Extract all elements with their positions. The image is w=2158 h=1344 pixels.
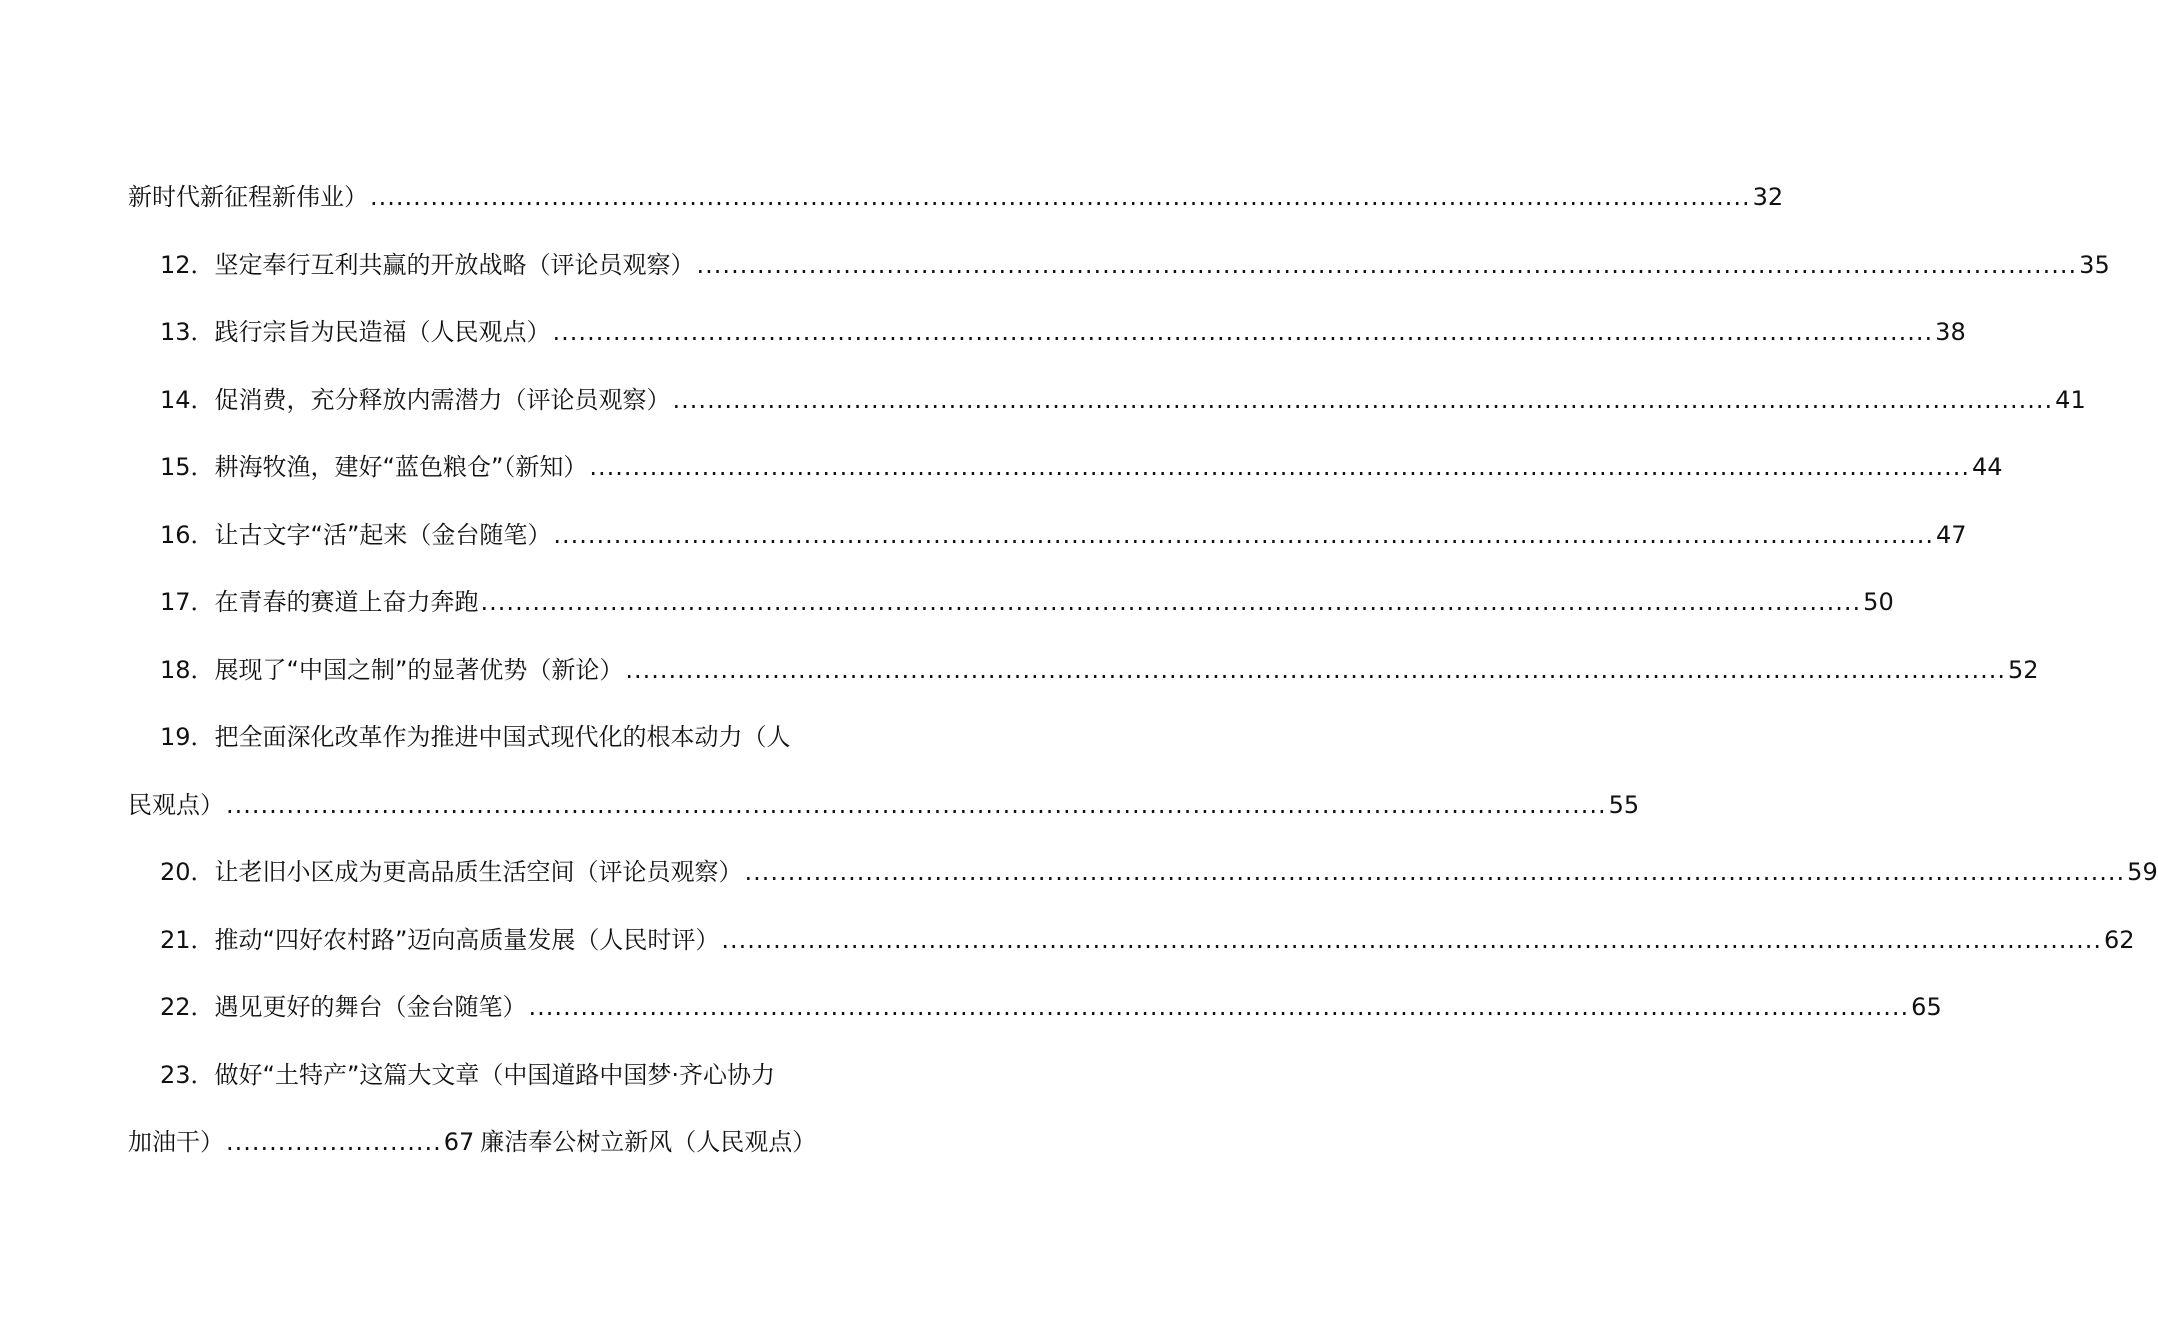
toc-leader-dots: ................................................................................................................................................................	[480, 588, 1862, 616]
toc-entry[interactable]	[128, 442, 2003, 510]
toc-entry-title: 新时代新征程新伟业）	[128, 183, 368, 211]
toc-page-number: 55	[1608, 790, 1640, 819]
toc-entry-title: 15．耕海牧渔，建好“蓝色粮仓”（新知）	[160, 453, 588, 481]
toc-entry-title: 14．促消费，充分释放内需潜力（评论员观察）	[160, 385, 671, 414]
toc-entry[interactable]	[128, 510, 1967, 578]
toc-page-number: 67	[443, 1128, 475, 1156]
toc-entry[interactable]	[128, 1117, 832, 1185]
toc-entry-title: 19．把全面深化改革作为推进中国式现代化的根本动力（人	[160, 723, 791, 751]
toc-page-number: 44	[1972, 453, 2003, 481]
toc-leader-dots: ................................................................................................................................................................	[553, 520, 1935, 549]
toc-entry-title: 12．坚定奉行互利共赢的开放战略（评论员观察）	[160, 250, 695, 279]
toc-page-number: 52	[2008, 655, 2039, 684]
toc-entry[interactable]	[128, 915, 2135, 983]
toc-entry[interactable]	[128, 577, 1894, 645]
toc-entry-title: 民观点）	[128, 790, 224, 819]
toc-entry-title: 16．让古文字“活”起来（金台随笔）	[160, 520, 552, 549]
toc-entry-title: 17．在青春的赛道上奋力奔跑	[160, 588, 479, 616]
toc-entry[interactable]	[128, 847, 2158, 915]
toc-entry-title: 22．遇见更好的舞台（金台随笔）	[160, 993, 527, 1021]
toc-entry[interactable]	[128, 172, 1784, 240]
toc-entry-title: 21．推动“四好农村路”迈向高质量发展（人民时评）	[160, 925, 720, 954]
toc-entry[interactable]	[128, 240, 2110, 308]
toc-leader-dots: ................................................................................................................................................................	[744, 858, 2126, 886]
toc-entry-title: 加油干）	[128, 1128, 224, 1156]
toc-page-number: 41	[2055, 385, 2086, 414]
toc-leader-dots: .........................	[226, 1128, 442, 1156]
toc-entry-title: 13．践行宗旨为民造福（人民观点）	[160, 318, 551, 346]
toc-leader-dots: ................................................................................................................................................................	[672, 385, 2054, 414]
toc-page-number: 32	[1752, 183, 1784, 211]
toc-leader-dots: ................................................................................................................................................................	[625, 655, 2007, 684]
toc-entry[interactable]	[128, 307, 1966, 375]
toc-page-number: 59	[2127, 858, 2158, 886]
toc-entry[interactable]	[128, 712, 832, 780]
toc-leader-dots: ................................................................................................................................................................	[552, 318, 1934, 346]
toc-page-number: 50	[1863, 588, 1894, 616]
toc-entry[interactable]	[128, 645, 2039, 713]
toc-page-number: 47	[1936, 520, 1967, 549]
toc-entry-title: 18．展现了“中国之制”的显著优势（新论）	[160, 655, 624, 684]
toc-entry[interactable]	[128, 375, 2086, 443]
toc-leader-dots: ................................................................................................................................................................	[226, 790, 1607, 819]
toc-page-number: 62	[2104, 925, 2135, 954]
toc-leader-dots: ................................................................................................................................................................	[696, 250, 2078, 279]
toc-leader-dots: ................................................................................................................................................................	[528, 993, 1910, 1021]
toc-leader-dots: ................................................................................................................................................................	[589, 453, 1971, 481]
toc-entry[interactable]	[128, 780, 1640, 848]
toc-entry-title: 廉洁奉公树立新风（人民观点）	[480, 1128, 817, 1156]
toc-leader-dots: ................................................................................................................................................................	[721, 925, 2103, 954]
toc-page-number: 35	[2079, 250, 2110, 279]
table-of-contents	[128, 172, 2158, 1185]
toc-leader-dots: ................................................................................................................................................................	[370, 183, 1751, 211]
toc-entry-title: 23．做好“土特产”这篇大文章（中国道路中国梦·齐心协力	[160, 1060, 776, 1089]
toc-entry-title: 20．让老旧小区成为更高品质生活空间（评论员观察）	[160, 858, 743, 886]
toc-page-number: 65	[1911, 993, 1942, 1021]
toc-page-number: 38	[1935, 318, 1966, 346]
toc-entry[interactable]	[128, 982, 1942, 1050]
toc-entry[interactable]	[128, 1050, 832, 1118]
